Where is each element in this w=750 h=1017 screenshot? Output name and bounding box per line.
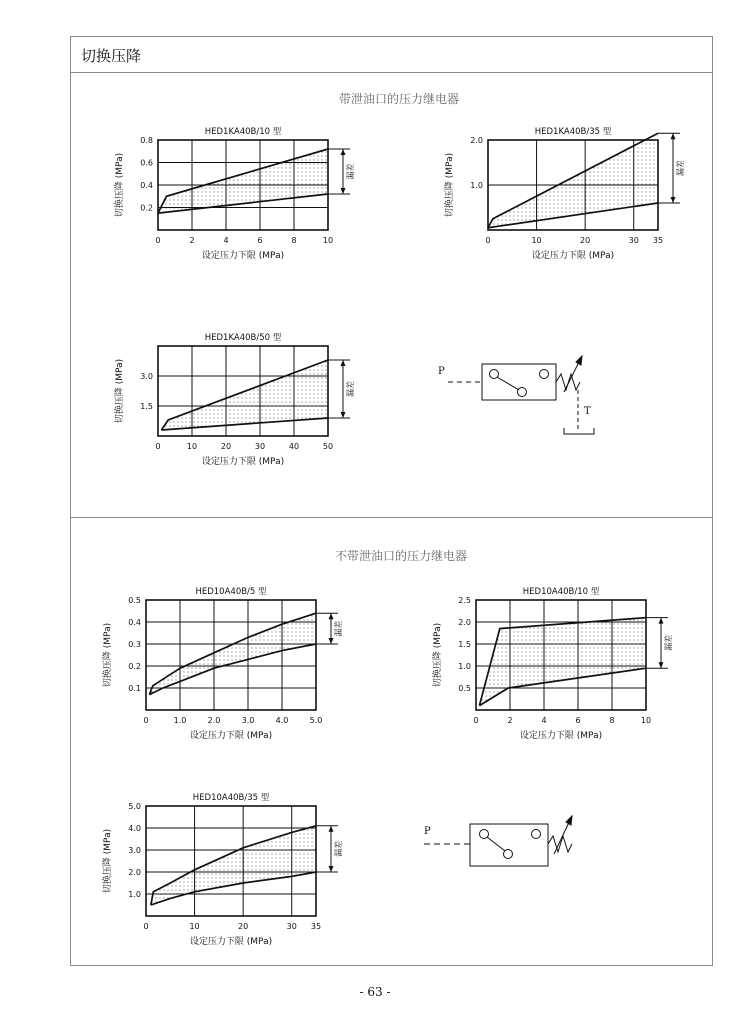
x-tick-label: 0: [473, 716, 479, 725]
x-tick-label: 0: [155, 236, 161, 245]
x-tick-label: 35: [310, 922, 322, 931]
y-tick-label: 0.1: [128, 684, 141, 693]
x-axis-label: 设定压力下限 (MPa): [201, 457, 285, 467]
x-tick-label: 0: [143, 716, 149, 725]
section-title-without-drain: 不带泄油口的压力继电器: [335, 549, 468, 563]
chart-hed10a40b-35: [94, 784, 359, 956]
x-tick-label: 0: [485, 236, 491, 245]
x-tick-label: 10: [322, 236, 334, 245]
chart-title: HED10A40B/5 型: [195, 587, 267, 597]
y-tick-label: 1.0: [458, 662, 471, 671]
y-tick-label: 2.0: [470, 136, 483, 145]
y-tick-label: 2.5: [458, 596, 471, 605]
x-tick-label: 4: [223, 236, 229, 245]
x-tick-label: 2.0: [207, 716, 221, 725]
x-tick-label: 5.0: [309, 716, 323, 725]
x-tick-label: 10: [189, 922, 200, 931]
y-tick-label: 1.5: [458, 640, 471, 649]
y-axis-label: 切换压降 (MPa): [115, 152, 125, 218]
section-divider: [71, 517, 712, 518]
pressure-switch-symbol-without-drain: [418, 806, 588, 876]
x-tick-label: 2: [189, 236, 195, 245]
x-axis-label: 设定压力下限 (MPa): [189, 731, 273, 741]
tank-icon: [564, 428, 594, 434]
contact-dot-right: [540, 370, 549, 379]
spring-icon: [556, 374, 580, 390]
header-bar: [71, 37, 712, 73]
x-tick-label: 0: [143, 922, 149, 931]
chart-hed10a40b-5: [94, 578, 359, 750]
x-tick-label: 2: [507, 716, 513, 725]
x-tick-label: 8: [291, 236, 297, 245]
switch-lever: [497, 377, 519, 390]
x-tick-label: 50: [322, 442, 334, 451]
page-number: - 63 -: [359, 985, 391, 999]
band-label: 漏差: [346, 381, 355, 397]
y-tick-label: 1.5: [140, 402, 153, 411]
x-tick-label: 30: [286, 922, 297, 931]
y-tick-label: 3.0: [128, 846, 141, 855]
y-axis-label: 切换压降 (MPa): [103, 622, 113, 688]
page-title: 切换压降: [81, 47, 142, 65]
x-tick-label: 0: [155, 442, 161, 451]
chart-title: HED10A40B/10 型: [522, 587, 600, 597]
spring-icon-2: [548, 836, 572, 852]
y-tick-label: 0.5: [128, 596, 141, 605]
x-tick-label: 20: [580, 236, 591, 245]
band-label: 漏差: [676, 160, 685, 177]
band-label: 漏差: [346, 163, 355, 180]
x-axis-label: 设定压力下限 (MPa): [201, 251, 285, 261]
section-title-with-drain: 带泄油口的压力继电器: [339, 92, 460, 106]
switch-lever-2: [487, 837, 505, 851]
x-tick-label: 4.0: [275, 716, 289, 725]
y-axis-label: 切换压降 (MPa): [115, 358, 125, 424]
y-tick-label: 0.6: [140, 158, 153, 168]
x-tick-label: 10: [186, 442, 198, 451]
chart-title: HED1KA40B/35 型: [534, 127, 612, 137]
band-label: 漏差: [334, 840, 343, 857]
x-tick-label: 8: [609, 716, 615, 725]
symbol-port-p-label-2: P: [424, 826, 431, 837]
symbol-port-t-label: T: [584, 406, 591, 417]
y-tick-label: 0.4: [128, 618, 141, 627]
contact-dot-right-2: [532, 830, 541, 839]
y-tick-label: 1.0: [128, 890, 141, 899]
x-tick-label: 10: [640, 716, 652, 725]
y-tick-label: 2.0: [128, 868, 141, 877]
tolerance-band-area: [488, 133, 658, 228]
tolerance-band-area: [479, 618, 646, 706]
y-tick-label: 0.3: [128, 640, 141, 649]
x-tick-label: 3.0: [241, 716, 255, 725]
tolerance-band-area: [149, 613, 316, 694]
x-tick-label: 10: [531, 236, 542, 245]
chart-title: HED1KA40B/50 型: [204, 333, 282, 343]
x-tick-label: 20: [238, 922, 249, 931]
chart-title: HED10A40B/35 型: [192, 793, 270, 803]
symbol-port-p-label: P: [438, 366, 445, 377]
x-tick-label: 40: [288, 442, 300, 451]
x-axis-label: 设定压力下限 (MPa): [519, 731, 603, 741]
x-tick-label: 6: [257, 236, 263, 245]
y-tick-label: 0.2: [140, 203, 153, 213]
x-tick-label: 30: [254, 442, 266, 451]
contact-dot-bottom: [518, 388, 527, 397]
x-axis-label: 设定压力下限 (MPa): [531, 251, 615, 261]
chart-hed10a40b-10: [428, 578, 693, 750]
y-tick-label: 0.8: [140, 136, 153, 145]
y-tick-label: 2.0: [458, 618, 471, 627]
y-axis-label: 切换压降 (MPa): [445, 152, 455, 218]
y-axis-label: 切换压降 (MPa): [433, 622, 443, 688]
x-tick-label: 35: [652, 236, 664, 245]
x-tick-label: 1.0: [173, 716, 187, 725]
y-tick-label: 4.0: [128, 824, 141, 833]
x-tick-label: 20: [220, 442, 232, 451]
chart-hed1ka40b-35: [440, 118, 685, 283]
x-tick-label: 30: [628, 236, 639, 245]
y-tick-label: 0.2: [128, 662, 141, 671]
chart-title: HED1KA40B/10 型: [204, 127, 282, 137]
y-tick-label: 5.0: [128, 802, 141, 811]
y-axis-label: 切换压降 (MPa): [103, 828, 113, 894]
band-label: 漏差: [334, 620, 343, 637]
y-tick-label: 3.0: [140, 372, 153, 381]
y-tick-label: 0.4: [140, 181, 153, 190]
x-tick-label: 6: [575, 716, 581, 725]
x-axis-label: 设定压力下限 (MPa): [189, 937, 273, 947]
y-tick-label: 0.5: [458, 684, 471, 693]
chart-hed1ka40b-10: [108, 118, 353, 283]
x-tick-label: 4: [541, 716, 547, 725]
pressure-switch-symbol-with-drain: [432, 352, 612, 442]
band-label: 漏差: [664, 634, 673, 651]
y-tick-label: 1.0: [470, 181, 483, 190]
chart-hed1ka40b-50: [108, 324, 353, 489]
